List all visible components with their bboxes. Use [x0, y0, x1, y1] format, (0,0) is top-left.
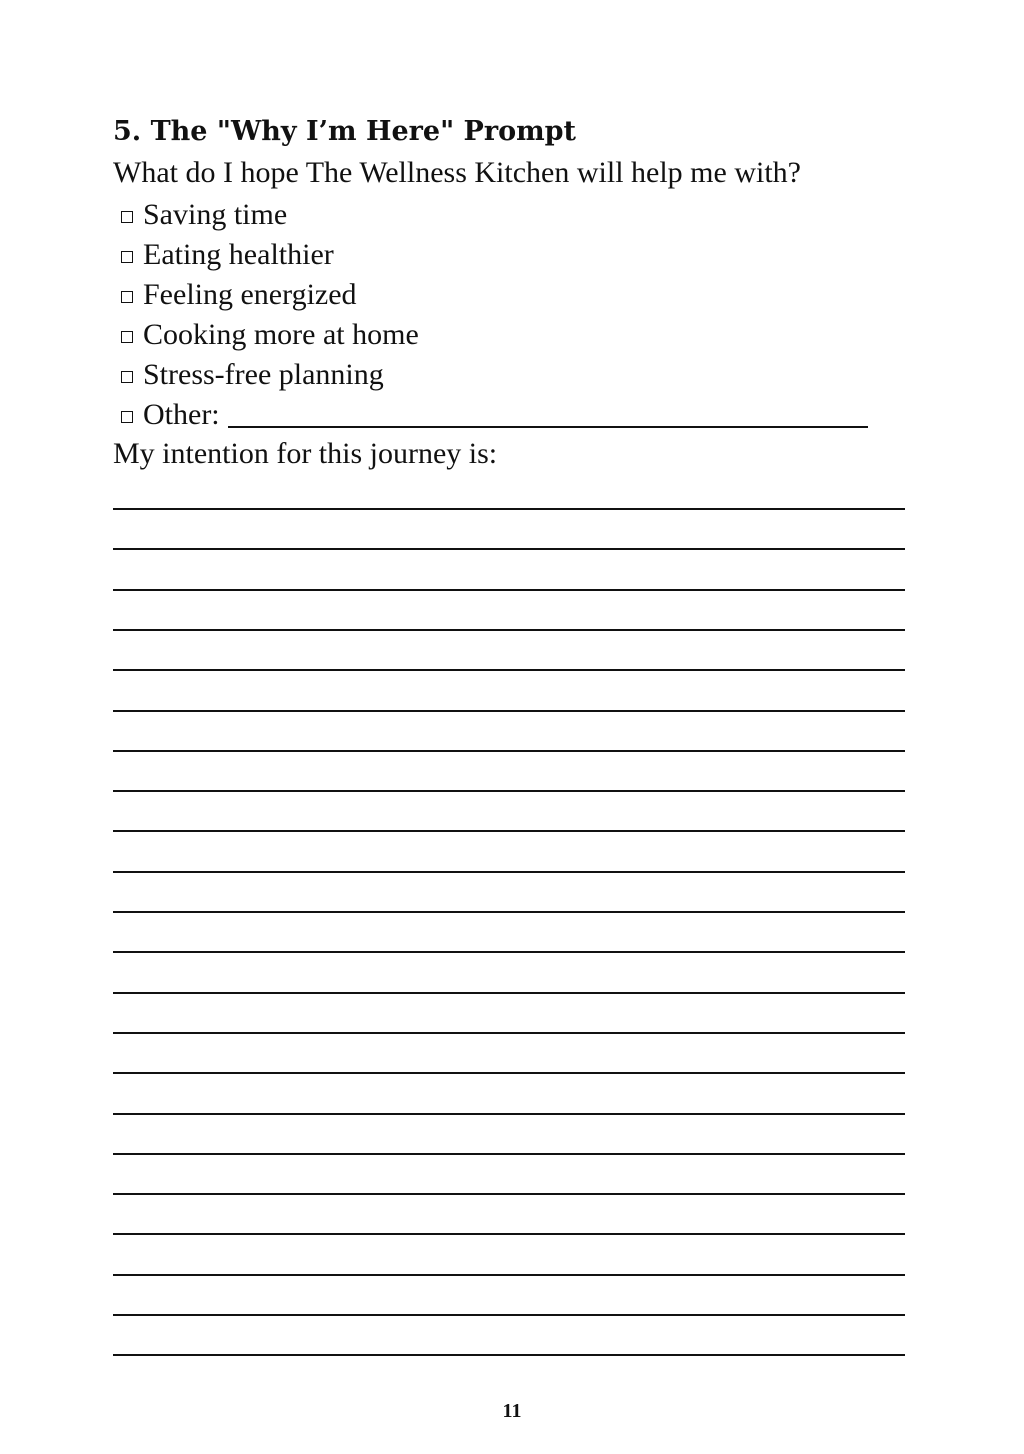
- option-label: Cooking more at home: [143, 318, 419, 351]
- option-label: Stress-free planning: [143, 358, 384, 391]
- option-feeling-energized[interactable]: [121, 275, 868, 315]
- checkbox-icon[interactable]: [121, 251, 133, 263]
- options-list: [121, 195, 868, 435]
- writing-line[interactable]: [113, 710, 905, 712]
- question-text: What do I hope The Wellness Kitchen will help me with?: [113, 156, 801, 189]
- writing-line[interactable]: [113, 1193, 905, 1195]
- writing-line[interactable]: [113, 1072, 905, 1074]
- writing-line[interactable]: [113, 629, 905, 631]
- option-other[interactable]: [121, 395, 868, 435]
- option-label: Saving time: [143, 198, 288, 231]
- option-label: Eating healthier: [143, 238, 334, 271]
- page-number: 11: [502, 1400, 522, 1422]
- writing-line[interactable]: [113, 830, 905, 832]
- option-cooking-more[interactable]: [121, 315, 868, 355]
- writing-line[interactable]: [113, 589, 905, 591]
- writing-line[interactable]: [113, 790, 905, 792]
- writing-line[interactable]: [113, 1032, 905, 1034]
- writing-line[interactable]: [113, 548, 905, 550]
- writing-line[interactable]: [113, 951, 905, 953]
- option-saving-time[interactable]: [121, 195, 868, 235]
- option-stress-free[interactable]: [121, 355, 868, 395]
- other-write-in-line[interactable]: [228, 402, 868, 428]
- writing-line[interactable]: [113, 871, 905, 873]
- intention-prompt: My intention for this journey is:: [113, 437, 498, 470]
- writing-line[interactable]: [113, 1274, 905, 1276]
- writing-line[interactable]: [113, 750, 905, 752]
- writing-line[interactable]: [113, 1153, 905, 1155]
- checkbox-icon[interactable]: [121, 291, 133, 303]
- writing-line[interactable]: [113, 992, 905, 994]
- writing-line[interactable]: [113, 1314, 905, 1316]
- writing-line[interactable]: [113, 1113, 905, 1115]
- writing-line[interactable]: [113, 1354, 905, 1356]
- checkbox-icon[interactable]: [121, 211, 133, 223]
- checkbox-icon[interactable]: [121, 371, 133, 383]
- writing-line[interactable]: [113, 1233, 905, 1235]
- option-label: Feeling energized: [143, 278, 357, 311]
- writing-line[interactable]: [113, 508, 905, 510]
- option-label: Other:: [143, 398, 220, 431]
- section-heading: 5. The "Why I’m Here" Prompt: [113, 116, 577, 147]
- option-eating-healthier[interactable]: [121, 235, 868, 275]
- checkbox-icon[interactable]: [121, 331, 133, 343]
- checkbox-icon[interactable]: [121, 411, 133, 423]
- writing-line[interactable]: [113, 669, 905, 671]
- writing-line[interactable]: [113, 911, 905, 913]
